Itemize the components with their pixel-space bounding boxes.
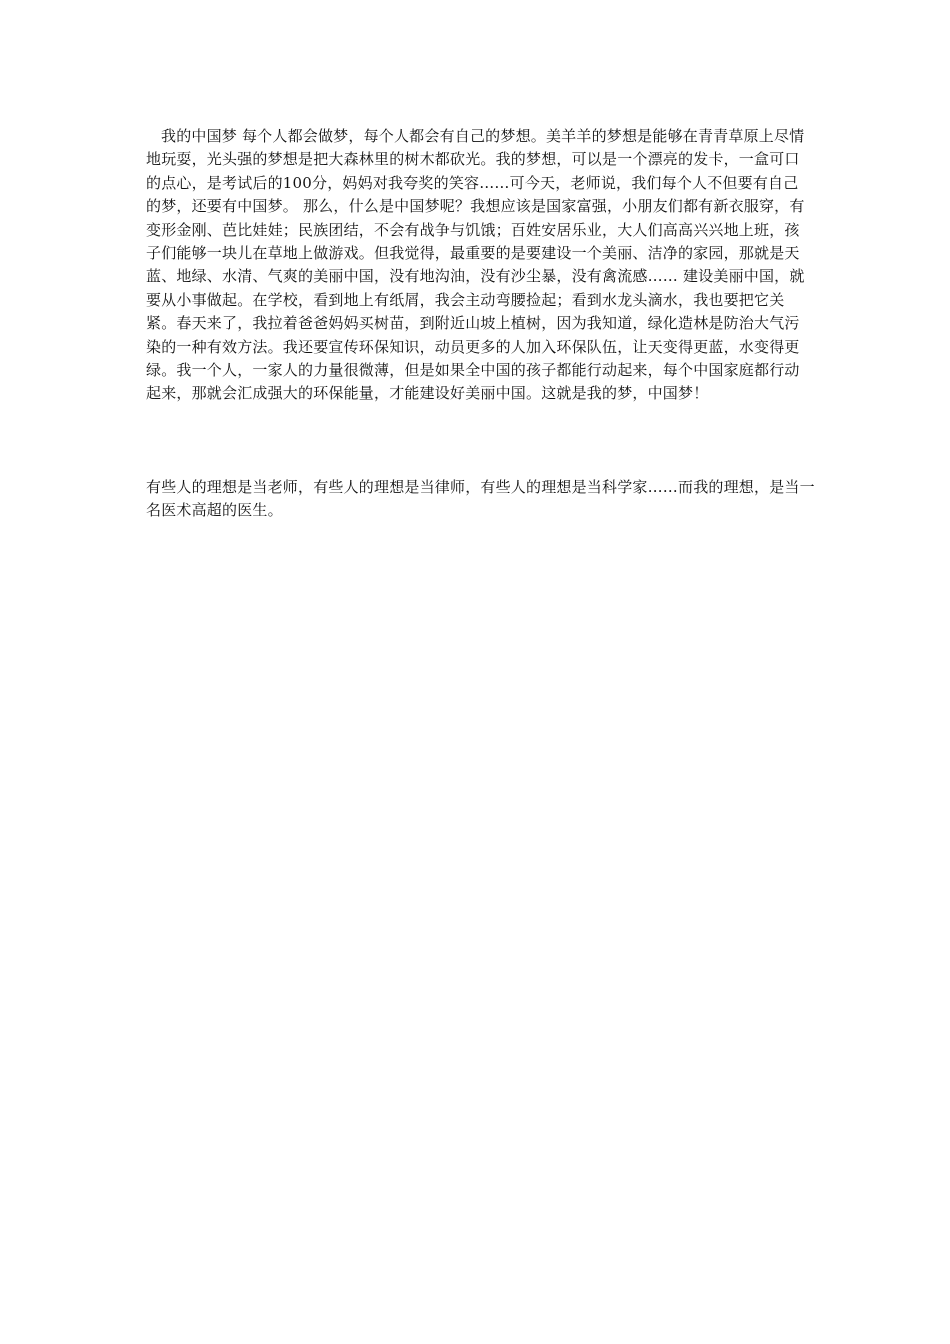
- paragraph-ideal-doctor: 有些人的理想是当老师，有些人的理想是当律师，有些人的理想是当科学家……而我的理想，是当一名医术高超的医生。: [146, 478, 815, 520]
- paragraph-chinese-dream: 我的中国梦 每个人都会做梦，每个人都会有自己的梦想。美羊羊的梦想是能够在青青草原上尽情地玩耍，光头强的梦想是把大森林里的树木都砍光。我的梦想，可以是一个漂亮的发卡，一盒可口的点心，是考试后的100分，妈妈对我夸奖的笑容……可今天，老师说，我们每个人不但要有自己的梦，还要有中国梦。 那么，什么是中国梦呢？我想应该是国家富强，小朋友们都有新衣服穿，有变形金刚、芭比娃娃；民族团结，不会有战争与饥饿；百姓安居乐业，大人们高高兴兴地上班，孩子们能够一块儿在草地上做游戏。但我觉得，最重要的是要建设一个美丽、洁净的家园，那就是天蓝、地绿、水清、气爽的美丽中国，没有地沟油，没有沙尘暴，没有禽流感…… 建设美丽中国，就要从小事做起。在学校，看到地上有纸屑，我会主动弯腰捡起；看到水龙头滴水，我也要把它关紧。春天来了，我拉着爸爸妈妈买树苗，到附近山坡上植树，因为我知道，绿化造林是防治大气污染的一种有效方法。我还要宣传环保知识，动员更多的人加入环保队伍，让天变得更蓝，水变得更绿。我一个人，一家人的力量很微薄，但是如果全中国的孩子都能行动起来，每个中国家庭都行动起来，那就会汇成强大的环保能量，才能建设好美丽中国。这就是我的梦，中国梦！: [146, 127, 805, 403]
